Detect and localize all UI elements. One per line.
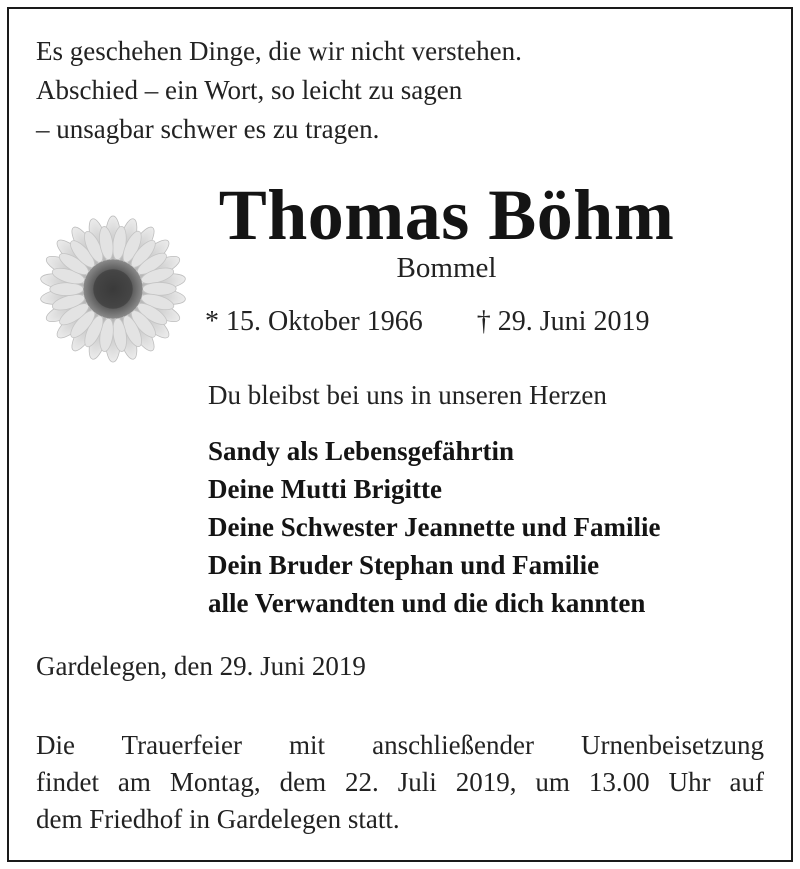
poem-line: Abschied – ein Wort, so leicht zu sagen bbox=[36, 75, 463, 105]
ceremony-notice bbox=[36, 727, 764, 838]
ceremony-line: dem Friedhof in Gardelegen statt. bbox=[36, 804, 400, 834]
ceremony-line: findet am Montag, dem 22. Juli 2019, um 13.00 Uhr auf bbox=[36, 767, 764, 797]
mourner-line: Sandy als Lebensgefährtin bbox=[208, 436, 515, 466]
mourners-list bbox=[208, 432, 660, 622]
poem-line: – unsagbar schwer es zu tragen. bbox=[36, 114, 380, 144]
place-and-date: Gardelegen, den 29. Juni 2019 bbox=[36, 651, 366, 681]
deceased-name: Thomas Böhm bbox=[218, 175, 675, 255]
birth-date: * 15. Oktober 1966 bbox=[205, 306, 423, 337]
life-dates bbox=[205, 306, 649, 338]
death-date: † 29. Juni 2019 bbox=[476, 306, 650, 337]
farewell-text: Du bleibst bei uns in unseren Herzen bbox=[208, 380, 607, 410]
mourner-line: Dein Bruder Stephan und Familie bbox=[208, 550, 600, 580]
ceremony-line: Die Trauerfeier mit anschließender Urnenbeisetzung bbox=[36, 730, 764, 760]
mourner-line: Deine Mutti Brigitte bbox=[208, 474, 442, 504]
poem bbox=[36, 32, 522, 149]
mourner-line: alle Verwandten und die dich kannten bbox=[208, 588, 646, 618]
deceased-nickname: Bommel bbox=[396, 252, 497, 284]
poem-line: Es geschehen Dinge, die wir nicht verstehen. bbox=[36, 36, 522, 66]
mourner-line: Deine Schwester Jeannette und Familie bbox=[208, 512, 661, 542]
